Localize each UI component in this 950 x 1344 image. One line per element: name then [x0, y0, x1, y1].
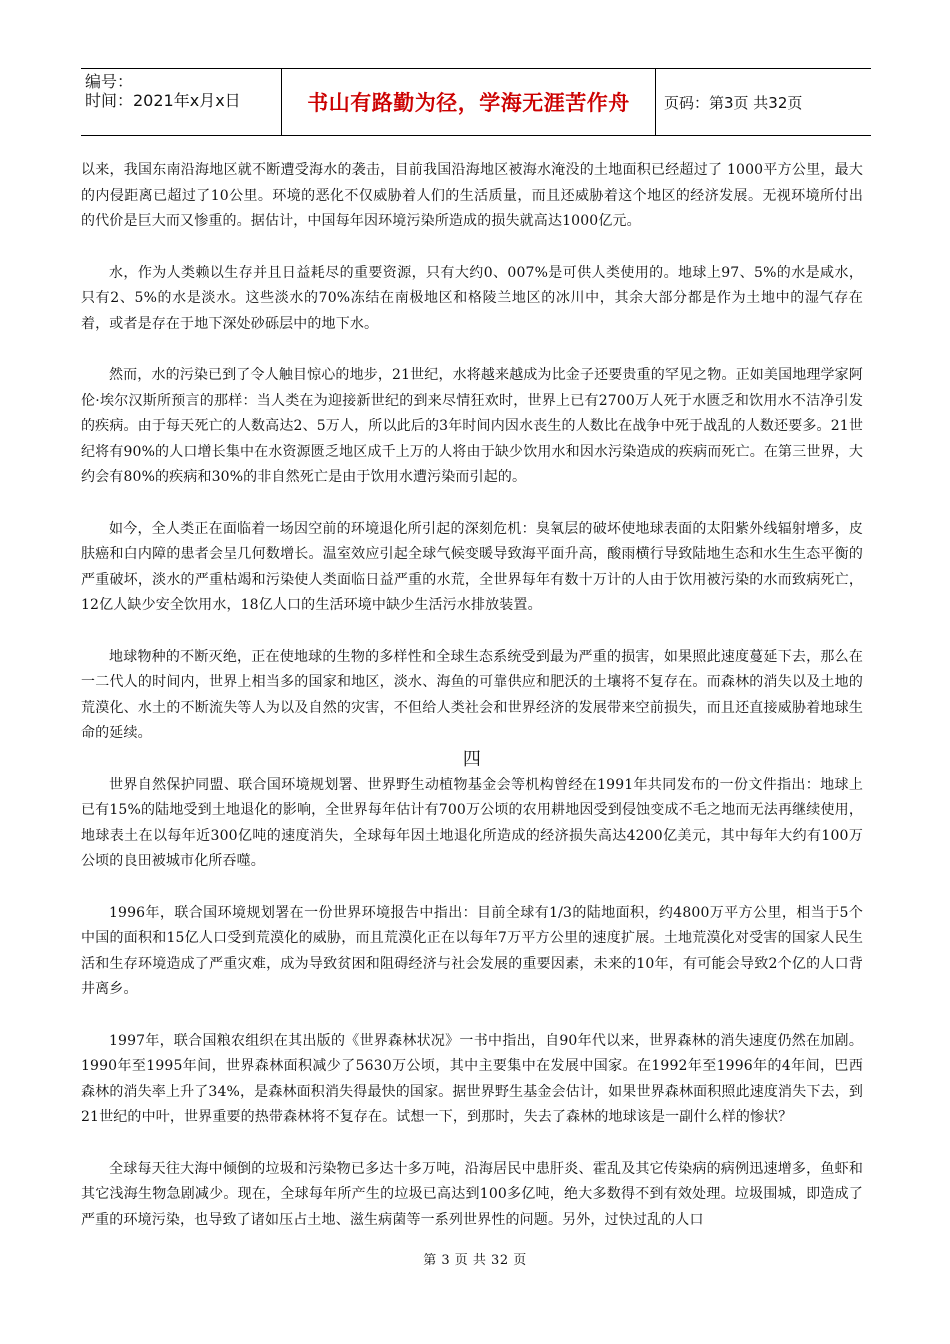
paragraph-6: 世界自然保护同盟、联合国环境规划署、世界野生动植物基金会等机构曾经在1991年共同发布的一份文件指出：地球上已有15%的陆地受到土地退化的影响，全世界每年估计有700万公顷的农用耕地因受到侵蚀变成不毛之地而无法再继续使用，地球表土在以每年近300亿吨的速度消失，全球每年因土地退化所造成的经济损失高达4200亿美元，其中每年大约有100万公顷的良田被城市化所吞噬。: [81, 776, 863, 869]
paragraph-5: 地球物种的不断灭绝，正在使地球的生物的多样性和全球生态系统受到最为严重的损害，如果照此速度蔓延下去，那么在一二代人的时间内，世界上相当多的国家和地区，淡水、海鱼的可靠供应和肥沃的土壤将不复存在。而森林的消失以及土地的荒漠化、水土的不断流失等人为以及自然的灾害，不但给人类社会和世界经济的发展带来空前损失，而且还直接威胁着地球生命的延续。: [81, 648, 863, 741]
section-heading: 四: [462, 748, 482, 770]
paragraph-7: 1996年，联合国环境规划署在一份世界环境报告中指出：目前全球有1/3的陆地面积，约4800万平方公里，相当于5个中国的面积和15亿人口受到荒漠化的威胁，而且荒漠化正在以每年7万平方公里的速度扩展。土地荒漠化对受害的国家人民生活和生存环境造成了严重灾难，成为导致贫困和阻碍经济与社会发展的重要因素，未来的10年，有可能会导致2个亿的人口背井离乡。: [81, 904, 863, 997]
document-date-label: 时间：2021年x月x日: [85, 91, 241, 110]
paragraph-1: 以来，我国东南沿海地区就不断遭受海水的袭击，目前我国沿海地区被海水淹没的土地面积已经超过了 1000平方公里，最大的内侵距离已超过了10公里。环境的恶化不仅威胁着人们的生活质量，而且还威胁着这个地区的经济发展。无视环境所付出的代价是巨大而又惨重的。据估计，中国每年因环境污染所造成的损失就高达1000亿元。: [81, 162, 863, 229]
page-header: [81, 68, 871, 136]
paragraph-4: 如今，全人类正在面临着一场因空前的环境退化所引起的深刻危机：臭氧层的破坏使地球表面的太阳紫外线辐射增多，皮肤癌和白内障的患者会呈几何数增长。温室效应引起全球气候变暖导致海平面升高，酸雨横行导致陆地生态和水生生态平衡的严重破坏，淡水的严重枯竭和污染使人类面临日益严重的水荒，全世界每年有数十万计的人由于饮用被污染的水而致病死亡，12亿人缺少安全饮用水，18亿人口的生活环境中缺少生活污水排放装置。: [81, 520, 863, 613]
paragraph-2: 水，作为人类赖以生存并且日益耗尽的重要资源，只有大约0、007%是可供人类使用的。地球上97、5%的水是咸水，只有2、5%的水是淡水。这些淡水的70%冻结在南极地区和格陵兰地区的冰川中，其余大部分都是作为土地中的湿气存在着，或者是存在于地下深处砂砾层中的地下水。: [81, 264, 863, 332]
document-body: [81, 158, 863, 1233]
header-meta: [81, 69, 282, 135]
header-motto: 书山有路勤为径，学海无涯苦作舟: [282, 69, 656, 135]
paragraph-3: 然而，水的污染已到了令人触目惊心的地步，21世纪，水将越来越成为比金子还要贵重的罕见之物。正如美国地理学家阿伦·埃尔汉斯所预言的那样：当人类在为迎接新世纪的到来尽情狂欢时，世界上已有2700万人死于水匮乏和饮用水不洁净引发的疾病。由于每天死亡的人数高达2、5万人，所以此后的3年时间内因水丧生的人数比在战争中死于战乱的人数还要多。21世纪将有90%的人口增长集中在水资源匮乏地区成千上万的人将由于缺少饮用水和因水污染造成的疾病而死亡。在第三世界，大约会有80%的疾病和30%的非自然死亡是由于饮用水遭污染而引起的。: [81, 367, 863, 485]
paragraph-9: 全球每天往大海中倾倒的垃圾和污染物已多达十多万吨，沿海居民中患肝炎、霍乱及其它传染病的病例迅速增多，鱼虾和其它浅海生物急剧减少。现在，全球每年所产生的垃圾已高达到100多亿吨，绝大多数得不到有效处理。垃圾围城，即造成了严重的环境污染，也导致了诸如压占土地、滋生病菌等一系列世界性的问题。另外，过快过乱的人口: [81, 1160, 863, 1228]
document-number-label: 编号：: [85, 72, 134, 91]
page-footer: 第 3 页 共 32 页: [423, 1253, 527, 1268]
paragraph-8: 1997年，联合国粮农组织在其出版的《世界森林状况》一书中指出，自90年代以来，世界森林的消失速度仍然在加剧。1990年至1995年间，世界森林面积减少了5630万公顷，其中主要集中在发展中国家。在1992年至1996年的4年间，巴西森林的消失率上升了34%，是森林面积消失得最快的国家。据世界野生基金会估计，如果世界森林面积照此速度消失下去，到21世纪的中叶，世界重要的热带森林将不复存在。试想一下，到那时，失去了森林的地球该是一副什么样的惨状？: [81, 1032, 863, 1125]
header-page-info: 页码：第3页 共32页: [664, 93, 803, 112]
